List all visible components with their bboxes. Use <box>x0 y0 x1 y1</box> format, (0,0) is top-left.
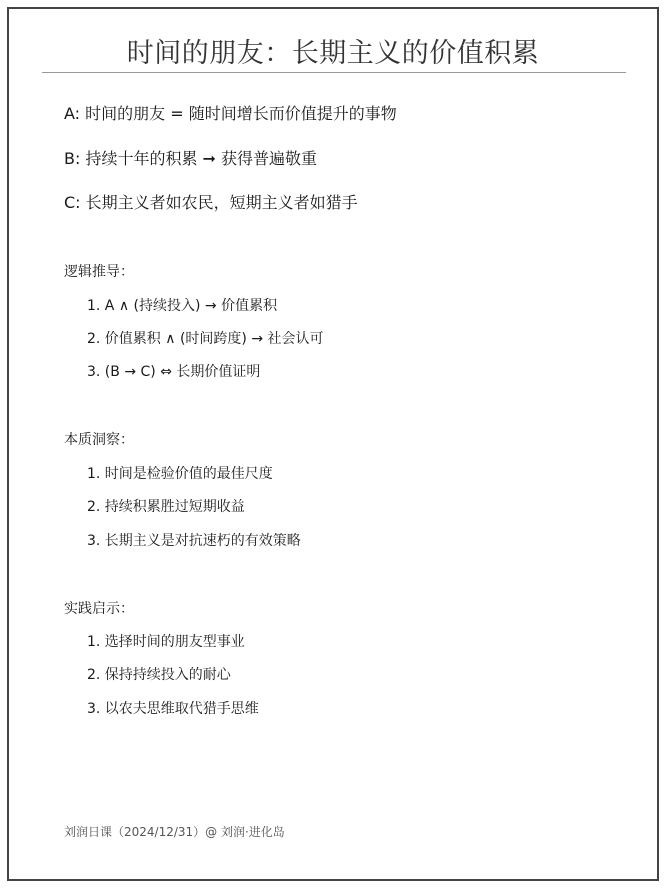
premise-a: A: 时间的朋友 = 随时间增长而价值提升的事物 <box>64 104 397 123</box>
logic-item: 2. 价值累积 ∧ (时间跨度) → 社会认可 <box>87 331 324 347</box>
practice-item: 3. 以农夫思维取代猎手思维 <box>87 701 259 717</box>
footer-credit: 刘润日课（2024/12/31）@ 刘润·进化岛 <box>64 825 285 839</box>
premise-b: B: 持续十年的积累 ➞ 获得普遍敬重 <box>64 149 318 168</box>
insight-item: 1. 时间是检验价值的最佳尺度 <box>87 466 273 482</box>
section-heading-insight: 本质洞察： <box>64 432 134 448</box>
page-title: 时间的朋友：长期主义的价值积累 <box>126 38 540 69</box>
logic-item: 1. A ∧ (持续投入) → 价值累积 <box>87 298 278 314</box>
logic-item: 3. (B → C) ⇔ 长期价值证明 <box>87 364 261 380</box>
practice-item: 2. 保持持续投入的耐心 <box>87 667 231 683</box>
title-divider <box>42 72 626 73</box>
section-heading-logic: 逻辑推导： <box>64 264 134 280</box>
practice-item: 1. 选择时间的朋友型事业 <box>87 634 245 650</box>
card-frame <box>7 7 659 881</box>
insight-item: 2. 持续积累胜过短期收益 <box>87 499 245 515</box>
premise-c: C: 长期主义者如农民，短期主义者如猎手 <box>64 193 358 212</box>
section-heading-practice: 实践启示： <box>64 601 134 617</box>
insight-item: 3. 长期主义是对抗速朽的有效策略 <box>87 533 301 549</box>
